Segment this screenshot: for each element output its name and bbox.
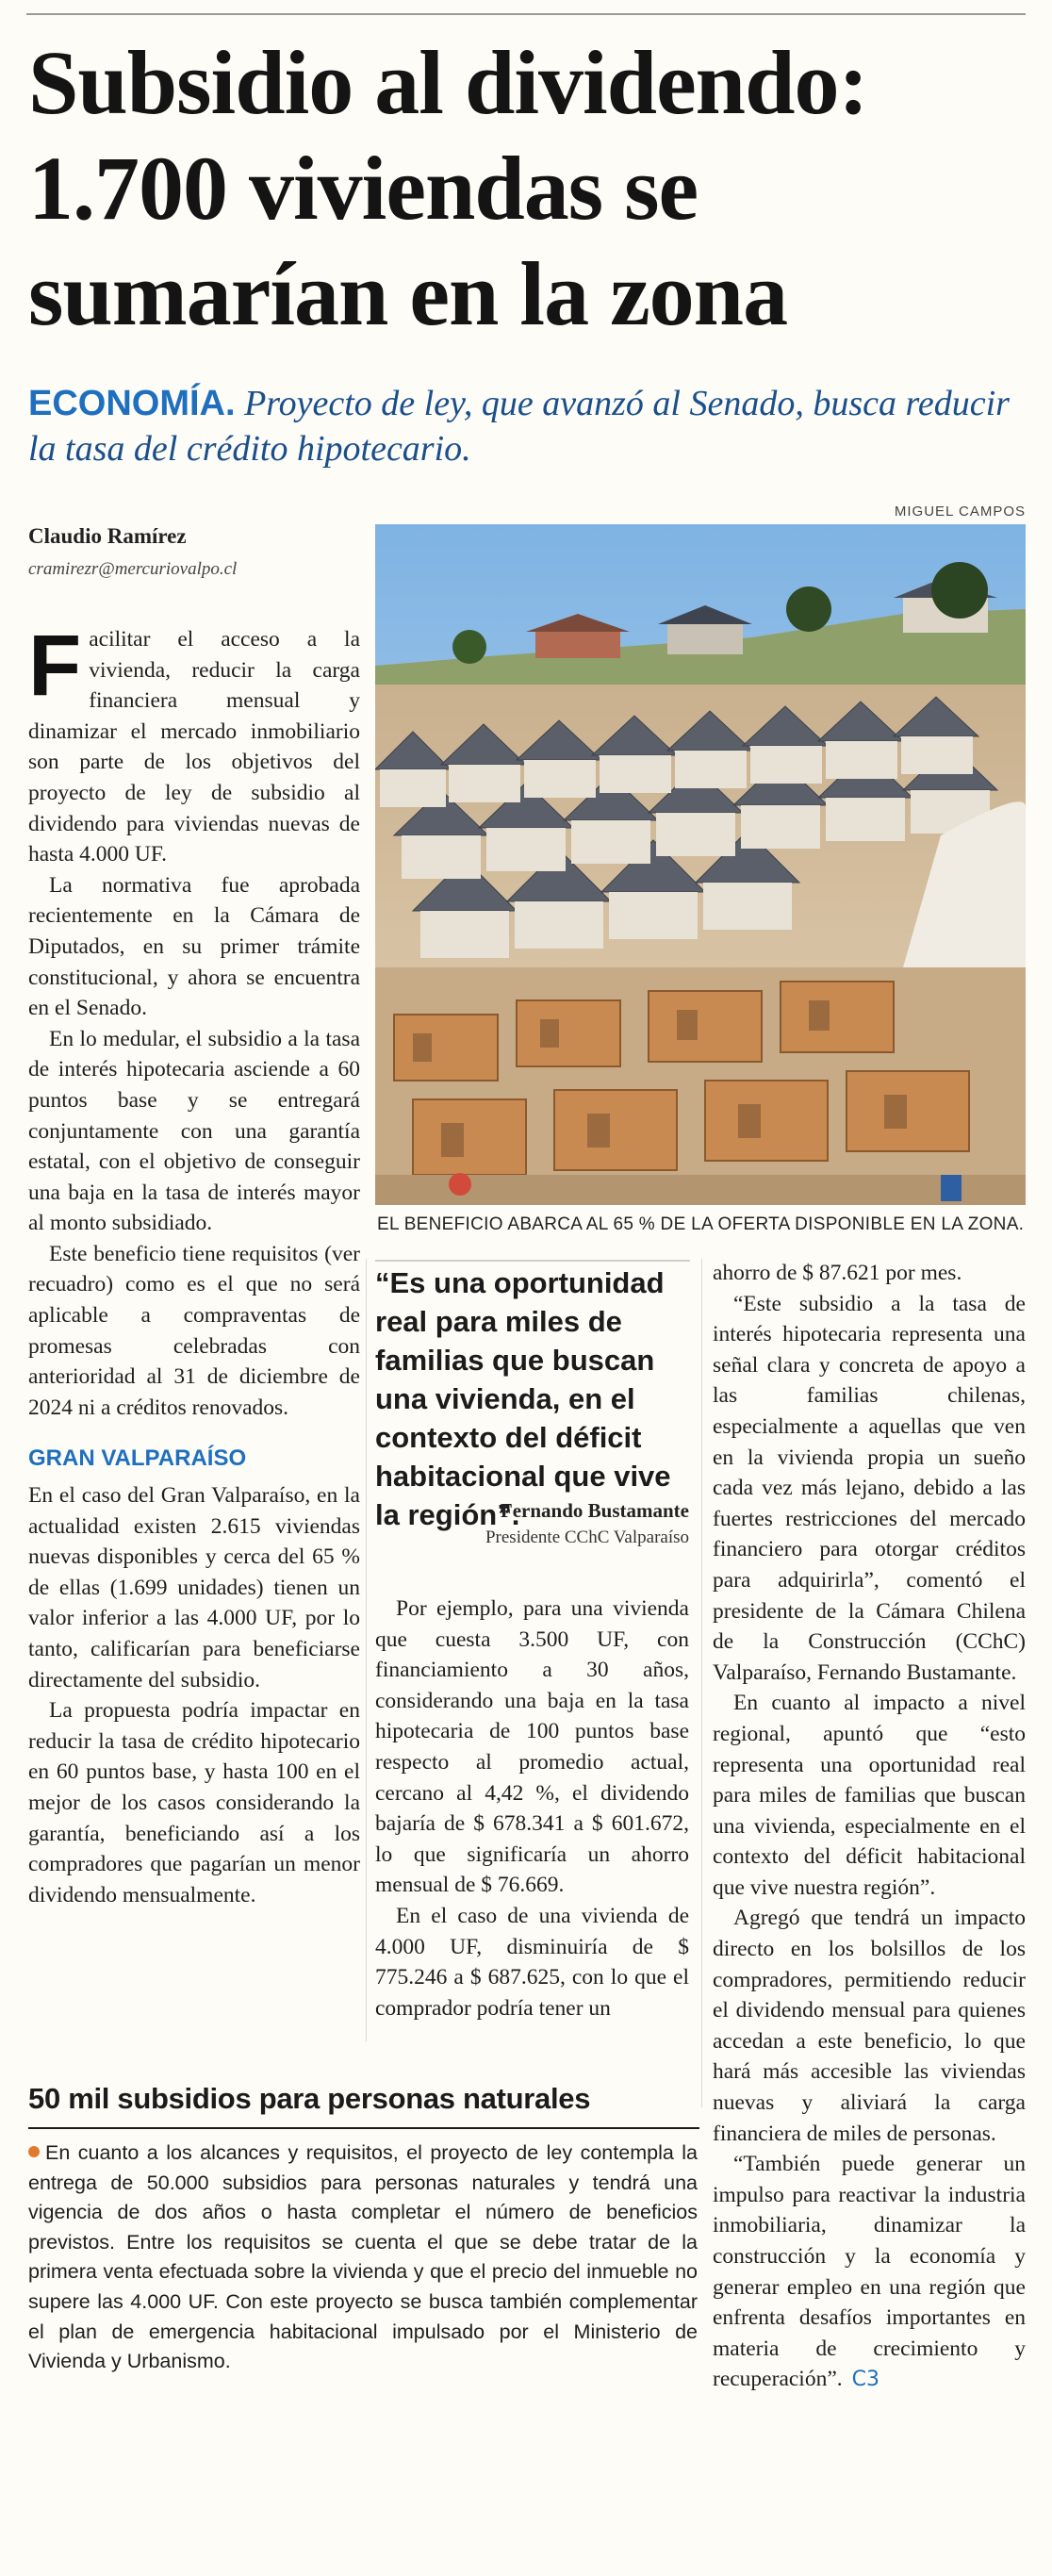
end-mark-icon: C3 (851, 2368, 879, 2392)
paragraph-1-text: acilitar el acceso a la vivienda, reducir la carga financiera mensual y dinamizar el mercado inmobiliario son parte de los objetivos del proyecto de ley de subsidio al dividendo para viviendas nuevas de hasta 4.000 UF. (28, 627, 360, 867)
sidebar-box-body: En cuanto a los alcances y requisitos, el proyecto de ley contempla la entrega de 50.000 subsidios para personas naturales y tendrá una vigencia de dos años o hasta completar el número de beneficios previstos. Entre los requisitos se cuenta el que se debe tratar de la primera venta efectuada sobre la vivienda y que el precio del inmueble no supere las 4.000 UF. Con este proyecto se busca también complementar el plan de emergencia habitacional impulsado por el Ministerio de Vivienda y Urbanismo. (28, 2141, 698, 2373)
column-separator (701, 1259, 702, 2107)
paragraph-9: ahorro de $ 87.621 por mes. (713, 1261, 962, 1285)
photo-caption: EL BENEFICIO ABARCA AL 65 % DE LA OFERTA DISPONIBLE EN LA ZONA. (377, 1214, 1025, 1234)
author-name: Claudio Ramírez (28, 524, 187, 548)
article-photo (375, 524, 1026, 1205)
paragraph-13 (713, 2149, 1026, 2396)
top-rule (26, 13, 1026, 15)
housing-construction-photo (375, 524, 1026, 1205)
column-2 (375, 1593, 689, 2023)
paragraph-2: La normativa fue aprobada recientemente en la Cámara de Diputados, en su primer trámite constitucional, y ahora se encuentra en el Senado. (28, 872, 360, 1021)
quote-author-role: Presidente CChC Valparaíso (485, 1527, 689, 1547)
quote-rule (375, 1260, 690, 1262)
headline (28, 30, 1037, 347)
paragraph-5: En el caso del Gran Valparaíso, en la actualidad existen 2.615 viviendas nuevas disponibles y cerca del 65 % de ellas (1.699 unidades) tienen un valor inferior a las 4.000 UF, por lo tanto, calificarían para beneficiarse directamente del subsidio. (28, 1483, 360, 1693)
paragraph-8: En el caso de una vivienda de 4.000 UF, disminuiría de $ 775.246 a $ 687.625, con lo que el comprador podría tener un (375, 1903, 689, 2021)
lead-text: Proyecto de ley, que avanzó al Senado, busca reducir la tasa del crédito hipotecario. (28, 384, 1010, 469)
paragraph-13-text: “También puede generar un impulso para reactivar la industria inmobiliaria, dinamizar la construcción y la economía y generar empleo en una región que enfrenta desafíos importantes en materia de crecimiento y recuperación”. (713, 2152, 1026, 2392)
column-separator (366, 1259, 367, 2041)
pull-quote: “Es una oportunidad real para miles de familias que buscan una vivienda, en el contexto del déficit habitacional que vive la región”. (375, 1266, 671, 1531)
headline-line-1: Subsidio al dividendo: (28, 32, 868, 133)
sidebar-box-rule (28, 2127, 699, 2129)
column-1 (28, 618, 360, 1910)
subhead-gran-valparaiso: GRAN VALPARAÍSO (28, 1445, 247, 1472)
paragraph-4: Este beneficio tiene requisitos (ver recuadro) como es el que no será aplicable a compraventas de promesas celebradas con anterioridad al 31 de diciembre de 2024 ni a créditos renovados. (28, 1241, 360, 1420)
paragraph-3: En lo medular, el subsidio a la tasa de interés hipotecaria asciende a 60 puntos base y se entregará conjuntamente con una garantía estatal, con el objetivo de conseguir una baja en la tasa de interés mayor al monto subsidiado. (28, 1026, 360, 1236)
column-3 (713, 1258, 1026, 2396)
drop-cap: F (28, 618, 82, 714)
paragraph-1 (28, 618, 360, 870)
paragraph-10: “Este subsidio a la tasa de interés hipotecaria representa una señal clara y concreta de apoyo a las familias chilenas, especialmente a aquellas que ven en la vivienda propia un sueño cada vez más lejano, debido a las fuertes restricciones del mercado financiero para otorgar créditos para adquirirla”, comentó el presidente de la Cámara Chilena de la Construcción (CChC) Valparaíso, Fernando Bustamante. (713, 1291, 1026, 1685)
author-email: cramirezr@mercuriovalpo.cl (28, 559, 238, 579)
headline-line-2: 1.700 viviendas se (28, 138, 699, 239)
headline-line-3: sumarían en la zona (28, 243, 788, 344)
lead-deck (28, 381, 1027, 471)
category-label: ECONOMÍA. (28, 384, 236, 423)
quote-author: Fernando Bustamante (500, 1499, 689, 1522)
paragraph-6: La propuesta podría impactar en reducir la tasa de crédito hipotecario en 60 puntos base, y hasta 100 en el mejor de los casos considerando la garantía, beneficiando así a los compradores que pagarían un menor dividendo mensualmente. (28, 1698, 360, 1907)
sidebar-box-text (28, 2138, 698, 2377)
bullet-icon (28, 2146, 40, 2157)
photo-credit: MIGUEL CAMPOS (894, 504, 1026, 520)
paragraph-12: Agregó que tendrá un impacto directo en los bolsillos de los compradores, permitiendo reducir el dividendo mensual para quienes accedan a este beneficio, lo que hará más accesible las viviendas nuevas y aliviará la carga financiera de miles de personas. (713, 1906, 1026, 2146)
paragraph-7: Por ejemplo, para una vivienda que cuesta 3.500 UF, con financiamiento a 30 años, considerando una baja en la tasa hipotecaria de 100 puntos base respecto al promedio actual, cercano al 4,42 %, el dividendo bajaría de $ 678.341 a $ 601.672, lo que significaría un ahorro mensual de $ 76.669. (375, 1596, 689, 1898)
sidebar-box-title: 50 mil subsidios para personas naturales (28, 2082, 591, 2115)
paragraph-11: En cuanto al impacto a nivel regional, apuntó que “esto representa una oportunidad real para miles de familias que buscan una vivienda, especialmente en el contexto del déficit habitacional que vive nuestra región”. (713, 1691, 1026, 1900)
